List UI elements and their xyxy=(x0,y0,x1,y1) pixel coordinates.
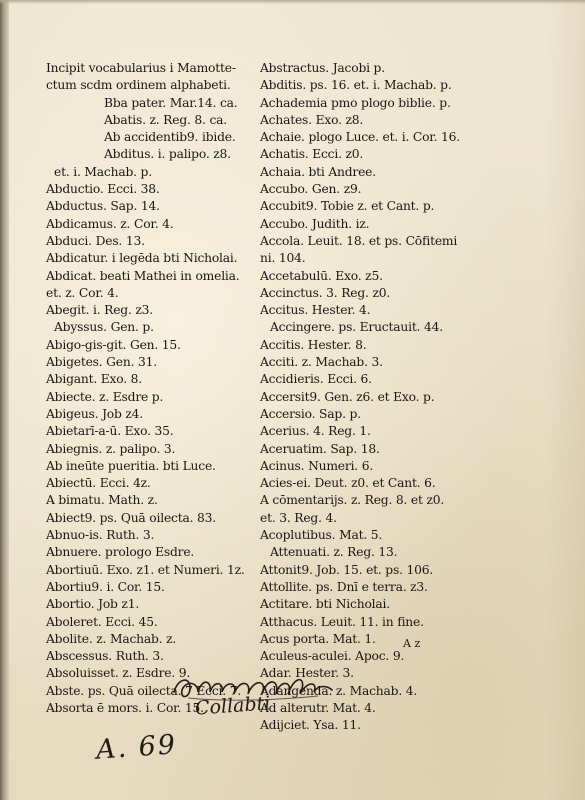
text-line: Accersio. Sap. p. xyxy=(260,406,361,421)
text-line: Attenuati. z. Reg. 13. xyxy=(270,545,398,560)
text-line: Accersit9. Gen. z6. et Exo. p. xyxy=(260,389,435,404)
text-line: Abortiu9. i. Cor. 15. xyxy=(46,579,165,594)
text-line: Acies-ei. Deut. z0. et Cant. 6. xyxy=(260,476,436,491)
text-line: A cōmentarijs. z. Reg. 8. et z0. xyxy=(260,493,445,508)
text-line: Abietarī-a-ū. Exo. 35. xyxy=(46,424,174,439)
text-line: Abdicatur. i legēda bti Nicholai. xyxy=(46,251,238,266)
text-line: Abstractus. Jacobi p. xyxy=(260,61,385,75)
text-line: Abegit. i. Reg. z3. xyxy=(46,303,153,318)
text-line: Abatis. z. Reg. 8. ca. xyxy=(104,112,227,127)
text-line: Abductus. Sap. 14. xyxy=(46,199,160,214)
text-line: Acus porta. Mat. 1. xyxy=(260,631,376,646)
text-line: Abditus. i. palipo. z8. xyxy=(104,147,231,162)
text-line: Accubo. Judith. iz. xyxy=(260,216,370,231)
text-line: Ab accidentib9. ibide. xyxy=(104,130,236,145)
text-line: Accubo. Gen. z9. xyxy=(260,182,362,197)
text-line: ctum scdm ordinem alphabeti. xyxy=(46,78,231,93)
text-line: Adangenda. z. Machab. 4. xyxy=(260,683,418,698)
text-line: Absorta ē mors. i. Cor. 15. xyxy=(46,700,204,715)
text-line: Adijciet. Ysa. 11. xyxy=(260,718,361,733)
text-line: Abigant. Exo. 8. xyxy=(46,372,143,387)
text-line: Abste. ps. Quā oilecta. 7 Ecci. 7. xyxy=(46,683,242,698)
text-line: Accidieris. Ecci. 6. xyxy=(260,372,372,387)
text-line: Accubit9. Tobie z. et Cant. p. xyxy=(260,199,435,214)
text-line: Acerius. 4. Reg. 1. xyxy=(260,424,371,439)
text-line: Abiegnis. z. palipo. 3. xyxy=(46,441,176,456)
text-line: Abiectū. Ecci. 4z. xyxy=(46,476,151,491)
handwritten-shelfmark: A. 69 xyxy=(95,729,179,766)
text-line: Abditis. ps. 16. et. i. Machab. p. xyxy=(260,78,452,93)
text-line: ni. 104. xyxy=(260,251,306,266)
handwritten-note: Collabti xyxy=(194,692,272,720)
text-line: Accingere. ps. Eructauit. 44. xyxy=(270,320,443,335)
signature-mark: A z xyxy=(403,637,421,650)
text-line: Aculeus-aculei. Apoc. 9. xyxy=(260,649,405,664)
text-line: et. 3. Reg. 4. xyxy=(260,510,337,525)
text-line: A bimatu. Math. z. xyxy=(46,493,158,508)
text-line: Achaie. plogo Luce. et. i. Cor. 16. xyxy=(260,130,461,145)
text-line: Absoluisset. z. Esdre. 9. xyxy=(46,666,191,681)
text-line: Accola. Leuit. 18. et ps. Cōfitemi xyxy=(260,233,458,248)
text-line: Abolite. z. Machab. z. xyxy=(46,631,177,646)
text-line: Accinctus. 3. Reg. z0. xyxy=(260,285,391,300)
text-line: Abortio. Job z1. xyxy=(46,597,140,612)
text-line: Achatis. Ecci. z0. xyxy=(260,147,364,162)
text-line: Achates. Exo. z8. xyxy=(260,112,364,127)
text-line: Abdicamus. z. Cor. 4. xyxy=(46,216,174,231)
text-line: Abnuo-is. Ruth. 3. xyxy=(46,528,155,543)
text-line: Abduci. Des. 13. xyxy=(46,233,145,248)
text-line: Attonit9. Job. 15. et. ps. 106. xyxy=(260,562,434,577)
text-line: Abductio. Ecci. 38. xyxy=(46,182,160,197)
text-line: Abortiuū. Exo. z1. et Numeri. 1z. xyxy=(46,562,245,577)
text-line: Aboleret. Ecci. 45. xyxy=(46,614,158,629)
text-line: Ab ineūte pueritia. bti Luce. xyxy=(46,458,216,473)
text-line: Acinus. Numeri. 6. xyxy=(260,458,374,473)
text-line: Incipit vocabularius i Mamotte- xyxy=(46,61,236,75)
text-line: Actitare. bti Nicholai. xyxy=(260,597,390,612)
text-line: Atthacus. Leuit. 11. in fine. xyxy=(260,614,424,629)
text-line: Ad alterutr. Mat. 4. xyxy=(260,700,376,715)
text-line: et. z. Cor. 4. xyxy=(46,285,119,300)
text-line: Abyssus. Gen. p. xyxy=(54,320,154,335)
text-line: Abnuere. prologo Esdre. xyxy=(46,545,195,560)
text-line: Abdicat. beati Mathei in omelia. xyxy=(46,268,240,283)
text-line: Acoplutibus. Mat. 5. xyxy=(260,528,383,543)
text-line: Abigo-gis-git. Gen. 15. xyxy=(46,337,181,352)
text-line: Accetabulū. Exo. z5. xyxy=(260,268,383,283)
text-line: Abscessus. Ruth. 3. xyxy=(46,649,164,664)
text-line: Accitis. Hester. 8. xyxy=(260,337,367,352)
text-line: Achademia pmo plogo biblie. p. xyxy=(260,95,451,110)
text-line: Achaia. bti Andree. xyxy=(260,164,376,179)
text-line: Aceruatim. Sap. 18. xyxy=(260,441,380,456)
text-line: Attollite. ps. Dnī e terra. z3. xyxy=(260,579,428,594)
text-line: Accitus. Hester. 4. xyxy=(260,303,371,318)
text-line: Abiecte. z. Esdre p. xyxy=(46,389,164,404)
text-line: Abigeus. Job z4. xyxy=(46,406,144,421)
text-line: et. i. Machab. p. xyxy=(54,164,152,179)
text-line: Adar. Hester. 3. xyxy=(260,666,354,681)
text-line: Abiect9. ps. Quā oilecta. 83. xyxy=(46,510,216,525)
text-line: Abigetes. Gen. 31. xyxy=(46,355,157,370)
text-line: Bba pater. Mar.14. ca. xyxy=(104,95,238,110)
text-line: Acciti. z. Machab. 3. xyxy=(260,355,383,370)
